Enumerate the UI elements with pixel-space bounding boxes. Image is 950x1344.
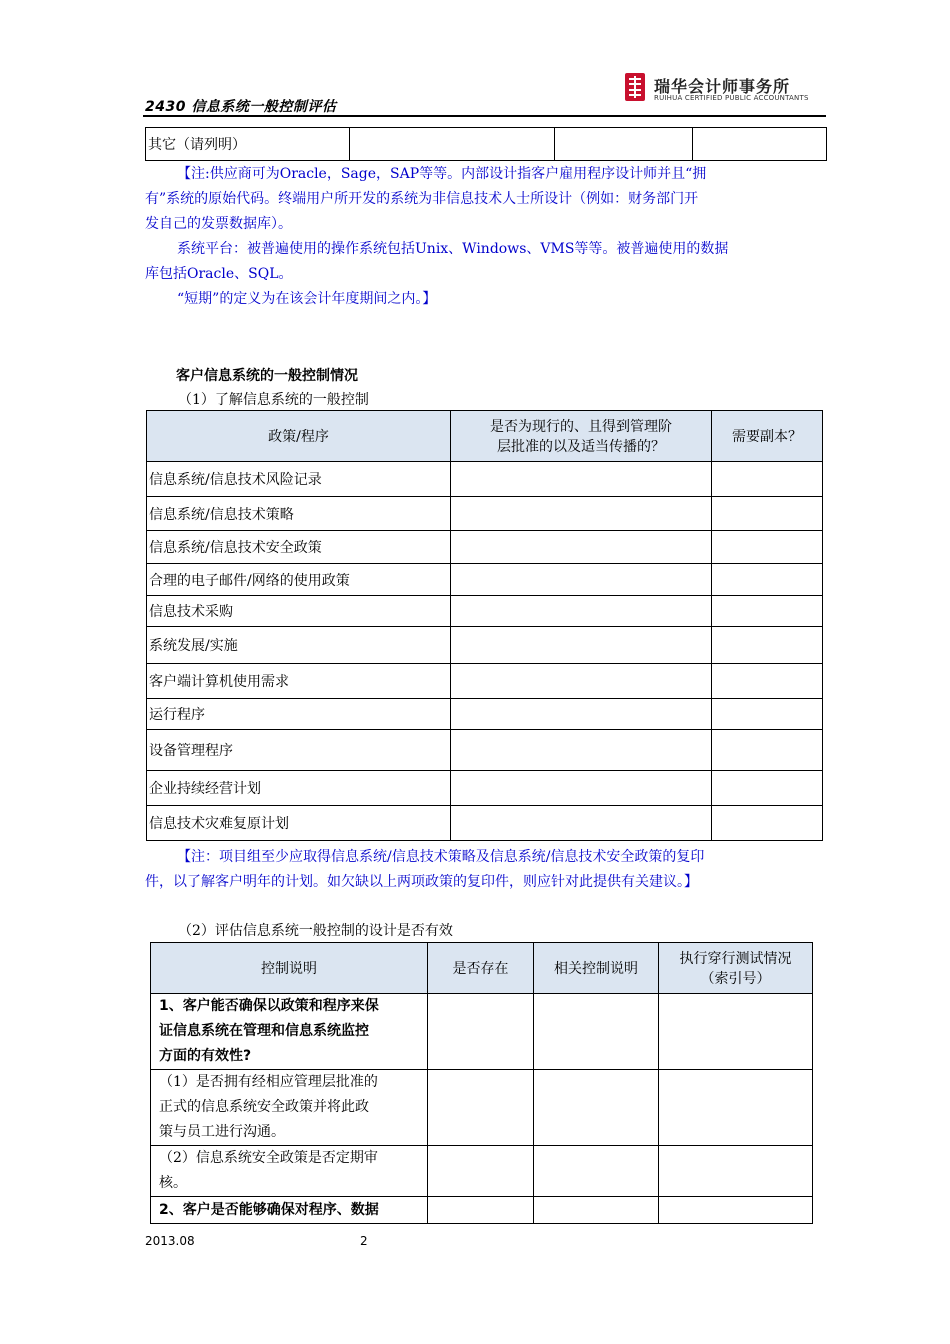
table-cell[interactable]	[659, 1070, 813, 1146]
control-design-table	[150, 942, 813, 1224]
table-row	[147, 596, 823, 627]
table-row	[151, 1070, 813, 1146]
cell-line: 1、客户能否确保以政策和程序来保	[159, 998, 379, 1014]
table-row	[147, 531, 823, 564]
table-row	[151, 1146, 813, 1197]
document-title: 2430 信息系统一般控制评估	[145, 99, 337, 115]
table-cell[interactable]	[712, 699, 823, 730]
column-header-walkthrough	[659, 943, 813, 994]
table-cell[interactable]	[712, 531, 823, 564]
control-description	[151, 1070, 428, 1146]
cell-line: 2、客户是否能够确保对程序、数据	[159, 1201, 379, 1218]
column-header-related-control: 相关控制说明	[534, 943, 659, 994]
table-cell[interactable]	[451, 771, 712, 806]
subsection-title-2: （2）评估信息系统一般控制的设计是否有效	[178, 923, 453, 939]
table-row	[147, 771, 823, 806]
policy-name: 信息系统/信息技术安全政策	[147, 531, 451, 564]
firm-seal-icon	[624, 72, 646, 102]
table-row	[147, 627, 823, 664]
table-row	[147, 497, 823, 531]
table-cell[interactable]	[451, 627, 712, 664]
column-header-copy-needed: 需要副本？	[712, 411, 823, 462]
table-cell[interactable]	[451, 664, 712, 699]
table-cell[interactable]	[428, 994, 534, 1070]
table-cell[interactable]	[534, 1070, 659, 1146]
table-cell[interactable]	[712, 664, 823, 699]
policy-name: 系统发展/实施	[147, 627, 451, 664]
table-cell[interactable]	[534, 1197, 659, 1224]
control-description	[151, 994, 428, 1070]
note-line: 件，以了解客户明年的计划。如欠缺以上两项政策的复印件，则应针对此提供有关建议。】	[145, 874, 698, 890]
system-list-table	[145, 127, 827, 161]
control-description	[151, 1197, 428, 1224]
table-row	[147, 730, 823, 771]
table-cell[interactable]	[428, 1146, 534, 1197]
table-cell[interactable]	[712, 596, 823, 627]
policy-name: 信息系统/信息技术策略	[147, 497, 451, 531]
table-cell[interactable]	[451, 564, 712, 596]
table-cell[interactable]	[451, 730, 712, 771]
cell-line: （2）信息系统安全政策是否定期审	[159, 1150, 378, 1166]
policy-name: 信息系统/信息技术风险记录	[147, 462, 451, 497]
page-number: 2	[360, 1234, 368, 1248]
table-cell[interactable]	[712, 564, 823, 596]
note-line: 有”系统的原始代码。终端用户所开发的系统为非信息技术人士所设计（例如：财务部门开	[145, 191, 699, 207]
policy-name: 企业持续经营计划	[147, 771, 451, 806]
policy-name: 信息技术灾难复原计划	[147, 806, 451, 841]
control-description	[151, 1146, 428, 1197]
firm-english-name: RUIHUA CERTIFIED PUBLIC ACCOUNTANTS	[654, 94, 809, 102]
cell-line: 正式的信息系统安全政策并将此政	[159, 1099, 369, 1115]
table-cell[interactable]	[659, 1146, 813, 1197]
table-cell[interactable]	[712, 497, 823, 531]
table-row	[151, 1197, 813, 1224]
cell-line: 策与员工进行沟通。	[159, 1124, 285, 1140]
policy-name: 运行程序	[147, 699, 451, 730]
table-cell[interactable]	[712, 730, 823, 771]
note-line: 【注：项目组至少应取得信息系统/信息技术策略及信息系统/信息技术安全政策的复印	[177, 849, 705, 865]
table-row	[147, 699, 823, 730]
header-line: 执行穿行测试情况	[679, 951, 792, 967]
table-cell[interactable]	[534, 994, 659, 1070]
cell-line: 方面的有效性?	[159, 1048, 252, 1064]
cell-line: （1）是否拥有经相应管理层批准的	[159, 1074, 378, 1090]
note-line: 库包括Oracle、SQL。	[145, 266, 293, 282]
table-cell[interactable]	[712, 771, 823, 806]
column-header-control-description: 控制说明	[151, 943, 428, 994]
subsection-title-1: （1）了解信息系统的一般控制	[178, 392, 369, 408]
footer-date: 2013.08	[145, 1234, 195, 1248]
table-cell[interactable]	[451, 699, 712, 730]
table-row	[151, 994, 813, 1070]
policy-copy-note	[145, 845, 830, 895]
header-line: 层批准的以及适当传播的？	[497, 439, 665, 455]
table-cell[interactable]	[350, 128, 555, 161]
note-line: “短期”的定义为在该会计年度期间之内。】	[177, 291, 437, 307]
note-line: 发自己的发票数据库）。	[145, 216, 292, 232]
table-row	[147, 664, 823, 699]
cell-line: 证信息系统在管理和信息系统监控	[159, 1023, 369, 1039]
table-cell[interactable]	[712, 806, 823, 841]
vendor-platform-note	[145, 162, 830, 312]
table-cell[interactable]	[534, 1146, 659, 1197]
firm-logo	[624, 72, 834, 106]
table-row	[147, 806, 823, 841]
note-line: 【注:供应商可为Oracle，Sage，SAP等等。内部设计指客户雇用程序设计师并且“拥	[177, 166, 707, 182]
table-cell[interactable]	[451, 462, 712, 497]
note-line: 系统平台：被普遍使用的操作系统包括Unix、Windows、VMS等等。被普遍使用的数据	[177, 241, 729, 257]
column-header-policy: 政策/程序	[147, 411, 451, 462]
cell-line: 核。	[159, 1175, 187, 1191]
table-cell[interactable]	[428, 1070, 534, 1146]
table-cell[interactable]	[451, 596, 712, 627]
policy-name: 合理的电子邮件/网络的使用政策	[147, 564, 451, 596]
table-cell[interactable]	[428, 1197, 534, 1224]
policy-table	[146, 410, 823, 841]
table-cell[interactable]	[555, 128, 693, 161]
table-cell[interactable]	[712, 627, 823, 664]
header-line: （索引号）	[700, 971, 771, 987]
column-header-exists: 是否存在	[428, 943, 534, 994]
table-cell[interactable]	[659, 994, 813, 1070]
table-cell[interactable]	[712, 462, 823, 497]
table-row	[147, 564, 823, 596]
table-row	[147, 462, 823, 497]
table-cell[interactable]	[693, 128, 827, 161]
table-cell[interactable]	[659, 1197, 813, 1224]
header-divider	[143, 115, 826, 117]
table-cell[interactable]	[451, 806, 712, 841]
firm-name: 瑞华会计师事务所	[654, 77, 791, 96]
section-title: 客户信息系统的一般控制情况	[176, 368, 358, 384]
column-header-current-approved	[451, 411, 712, 462]
table-row-label: 其它（请列明）	[146, 128, 350, 161]
policy-name: 信息技术采购	[147, 596, 451, 627]
policy-name: 客户端计算机使用需求	[147, 664, 451, 699]
policy-name: 设备管理程序	[147, 730, 451, 771]
table-cell[interactable]	[451, 497, 712, 531]
table-cell[interactable]	[451, 531, 712, 564]
header-line: 是否为现行的、且得到管理阶	[490, 419, 672, 435]
